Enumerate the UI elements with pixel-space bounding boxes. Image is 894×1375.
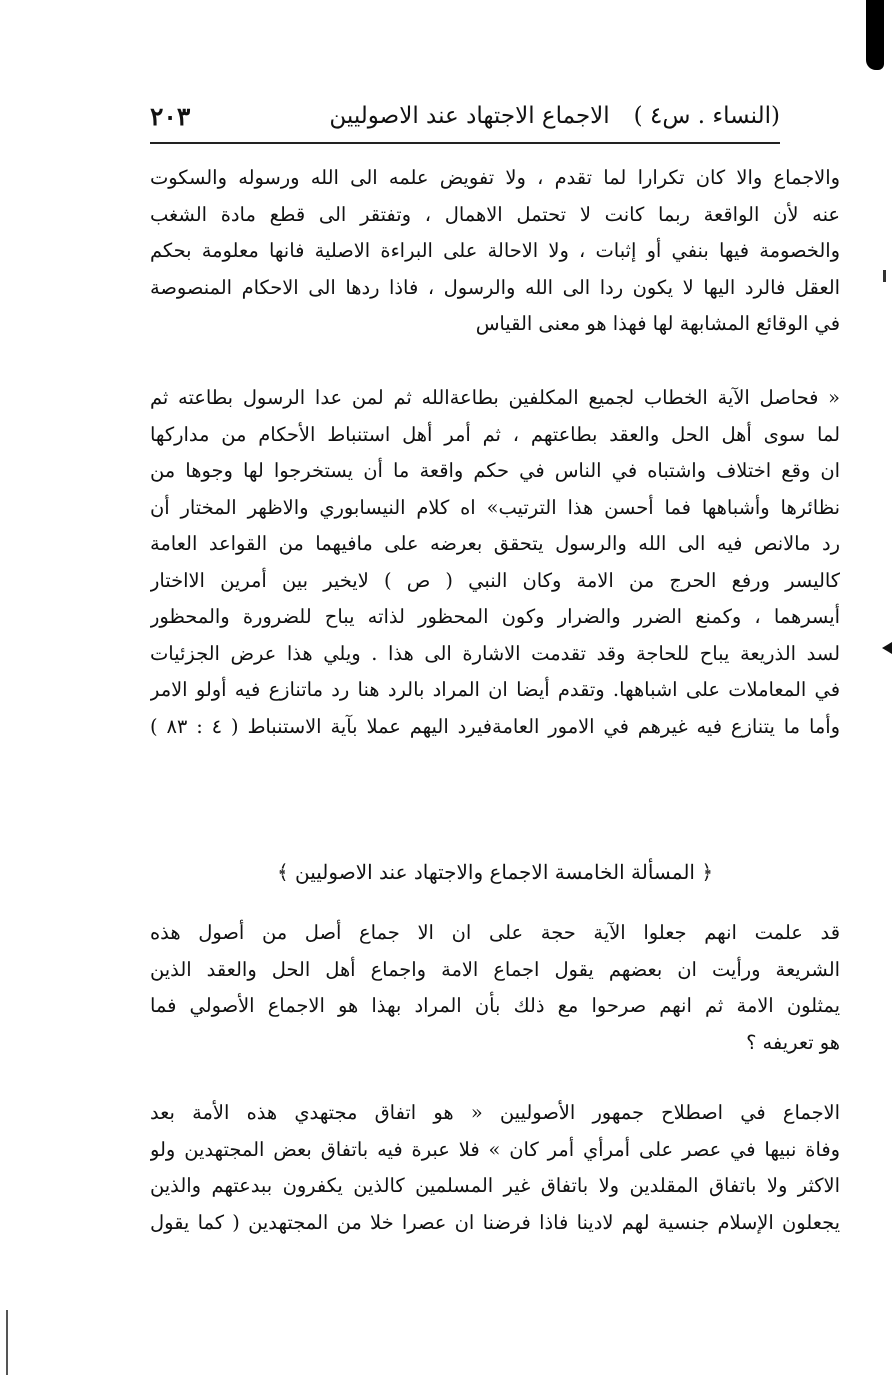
paragraph-3 (150, 915, 840, 1061)
scan-edge-arrow (882, 642, 892, 654)
text-line: والاجماع والا كان تكرارا لما تقدم ، ولا تفويض علمه الى الله ورسوله والسكوت (150, 166, 840, 189)
text-line: العقل فالرد اليها لا يكون ردا الى الله والرسول ، فاذا ردها الى الاحكام المنصوصة (150, 275, 840, 299)
paragraph-1 (150, 160, 840, 343)
text-line: الاكثر ولا باتفاق المقلدين ولا باتفاق غير المسلمين كالذين يكفرون ببدعتهم والذين (150, 1174, 840, 1197)
text-line: الاجماع في اصطلاح جمهور الأصوليين « هو اتفاق مجتهدي هذه الأمة بعد (150, 1101, 840, 1124)
text-line: وأما ما يتنازع فيه غيرهم في الامور العامةفيرد اليهم عملا بآية الاستنباط ( ٤ : ٨٣ ) (150, 714, 840, 738)
paragraph-4 (150, 1095, 840, 1241)
text-line: في الوقائع المشابهة لها فهذا هو معنى القياس (475, 312, 840, 335)
text-line: عنه لأن الواقعة ربما كانت لا تحتمل الاهمال ، وتفتقر الى قطع مادة الشغب (150, 202, 840, 226)
text-line: وفاة نبيها في عصر على أمرأي أمر كان » فلا عبرة فيه باتفاق بعض المجتهدين ولو (150, 1137, 840, 1161)
scan-edge-mark (866, 0, 884, 70)
text-line: في المعاملات على اشباهها. وتقدم أيضا ان المراد بالرد هنا رد ماتنازع فيه أولو الامر (150, 678, 840, 701)
text-line: هو تعريفه ؟ (746, 1030, 840, 1054)
text-line: يمثلون الامة ثم انهم صرحوا مع ذلك بأن المراد بهذا هو الاجماع الأصولي فما (150, 994, 840, 1017)
text-line: كاليسر ورفع الحرج من الامة وكان النبي ( ص ) لايخير بين أمرين الااختار (150, 568, 840, 592)
text-line: نظائرها وأشباهها فما أحسن هذا الترتيب» اه كلام النيسابوري والاظهر المختار أن (150, 495, 840, 519)
running-header (150, 98, 780, 144)
text-line: قد علمت انهم جعلوا الآية حجة على ان الا جماع أصل من أصول هذه (150, 921, 840, 944)
header-title: الاجماع الاجتهاد عند الاصوليين (329, 103, 610, 129)
text-line: الشريعة ورأيت ان بعضهم يقول اجماع الامة واجماع أهل الحل والعقد الذين (150, 957, 840, 981)
text-line: أيسرهما ، وكمنع الضرر والضرار وكون المحظور لذاته يباح للضرورة والمحظور (150, 605, 840, 628)
text-line: والخصومة فيها بنفي أو إثبات ، ولا الاحالة على البراءة الاصلية فانها معلومة بحكم (150, 239, 840, 262)
page-number: ٢٠٣ (150, 101, 191, 131)
text-line: يجعلون الإسلام جنسية لهم لادينا فاذا فرضنا ان عصرا خلا من المجتهدين ( كما يقول (150, 1210, 840, 1234)
text-line: « فحاصل الآية الخطاب لجميع المكلفين بطاعةالله ثم لمن عدا الرسول بطاعته ثم (150, 386, 840, 409)
header-surah: (النساء . س٤ ) (633, 103, 780, 129)
text-line: لما سوى أهل الحل والعقد بطاعتهم ، ثم أمر أهل استنباط الأحكام من مداركها (150, 422, 840, 446)
scan-edge-dot (883, 270, 886, 282)
section-heading: ﴿ المسألة الخامسة الاجماع والاجتهاد عند الاصوليين ﴾ (276, 860, 714, 884)
paragraph-2 (150, 380, 840, 745)
scan-edge-rule (6, 1310, 8, 1375)
text-line: ان وقع اختلاف واشتباه في الناس في حكم واقعة ما أن يستخرجوا لها وجوها من (150, 459, 840, 482)
text-line: رد مالانص فيه الى الله والرسول يتحقق بعرضه على مافيهما من القواعد العامة (150, 532, 840, 555)
text-line: لسد الذريعة يباح للحاجة وقد تقدمت الاشارة الى هذا . ويلي هذا عرض الجزئيات (150, 641, 840, 665)
